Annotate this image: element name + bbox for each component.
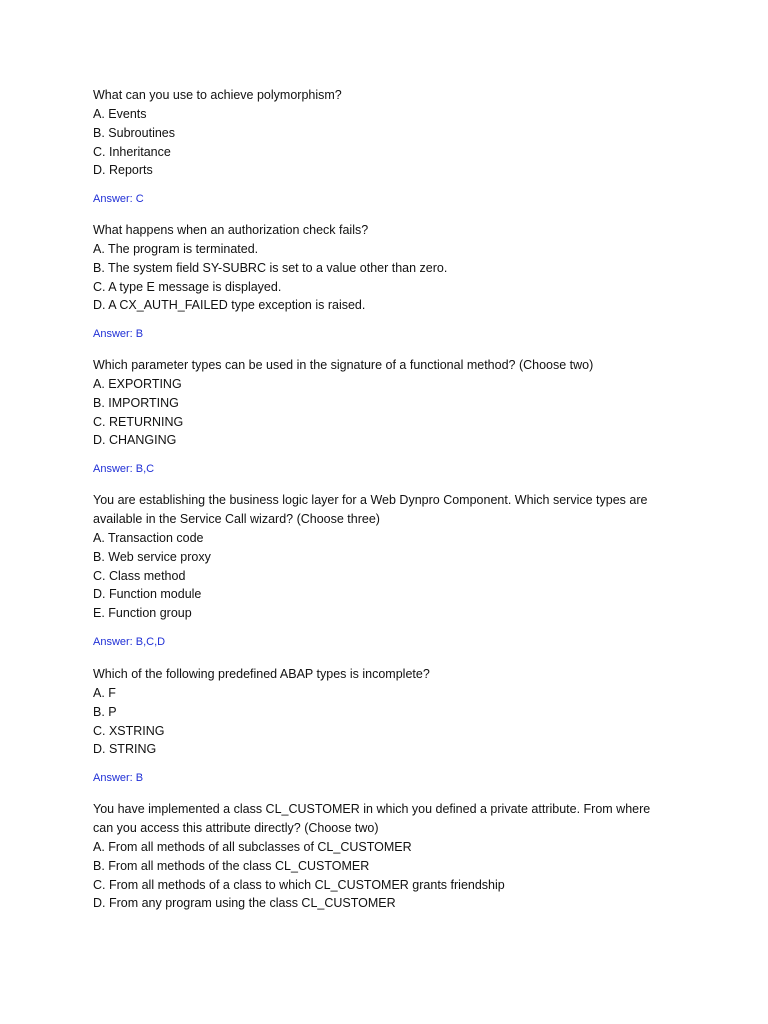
option-item: A. The program is terminated.	[93, 242, 259, 256]
option-item: D. A CX_AUTH_FAILED type exception is raised.	[93, 298, 366, 313]
option-item: B. Subroutines	[93, 125, 175, 140]
option-item: B. IMPORTING	[93, 395, 179, 410]
option-item: B. From all methods of the class CL_CUSTOMER	[93, 858, 370, 873]
option-item: A. Events	[93, 107, 147, 121]
question-text: You are establishing the business logic layer for a Web Dynpro Component. Which service types are available in the Service Call wizard? (Choose three)	[93, 493, 648, 526]
question-block-1	[93, 86, 673, 206]
option-list	[93, 375, 673, 450]
option-list	[93, 529, 673, 623]
option-item: D. Reports	[93, 163, 153, 178]
option-item: B. The system field SY-SUBRC is set to a value other than zero.	[93, 260, 448, 275]
option-item: B. Web service proxy	[93, 549, 211, 564]
option-item: D. Function module	[93, 587, 202, 602]
option-item: C. A type E message is displayed.	[93, 279, 282, 294]
question-text: What can you use to achieve polymorphism?	[93, 88, 342, 102]
answer-label: Answer: C	[93, 193, 144, 206]
option-item: C. RETURNING	[93, 414, 184, 429]
answer-label: Answer: B,C,D	[93, 635, 166, 648]
option-item: A. F	[93, 686, 116, 700]
option-item: A. From all methods of all subclasses of CL_CUSTOMER	[93, 840, 412, 854]
question-block-5	[93, 665, 673, 785]
option-list	[93, 684, 673, 759]
option-item: C. From all methods of a class to which CL_CUSTOMER grants friendship	[93, 877, 505, 892]
question-block-6	[93, 800, 673, 913]
question-text: Which of the following predefined ABAP types is incomplete?	[93, 667, 430, 681]
question-block-4	[93, 491, 673, 649]
question-text: What happens when an authorization check fails?	[93, 223, 369, 237]
option-list	[93, 240, 673, 315]
question-block-2	[93, 221, 673, 341]
question-text: You have implemented a class CL_CUSTOMER in which you defined a private attribute. From where can you access this attribute directly? (Choose two)	[93, 802, 651, 835]
option-item: A. Transaction code	[93, 531, 204, 545]
answer-label: Answer: B,C	[93, 463, 155, 476]
option-item: A. EXPORTING	[93, 377, 182, 391]
option-item: C. Class method	[93, 568, 186, 583]
option-list	[93, 838, 673, 913]
answer-label: Answer: B	[93, 328, 144, 341]
option-list	[93, 105, 673, 180]
answer-label: Answer: B	[93, 772, 144, 785]
option-item: C. Inheritance	[93, 144, 171, 159]
option-item: D. CHANGING	[93, 433, 177, 448]
option-item: D. STRING	[93, 742, 157, 757]
question-text: Which parameter types can be used in the signature of a functional method? (Choose two)	[93, 358, 594, 372]
option-item: E. Function group	[93, 606, 192, 621]
option-item: D. From any program using the class CL_CUSTOMER	[93, 896, 396, 911]
option-item: C. XSTRING	[93, 723, 165, 738]
option-item: B. P	[93, 704, 117, 719]
question-block-3	[93, 356, 673, 476]
